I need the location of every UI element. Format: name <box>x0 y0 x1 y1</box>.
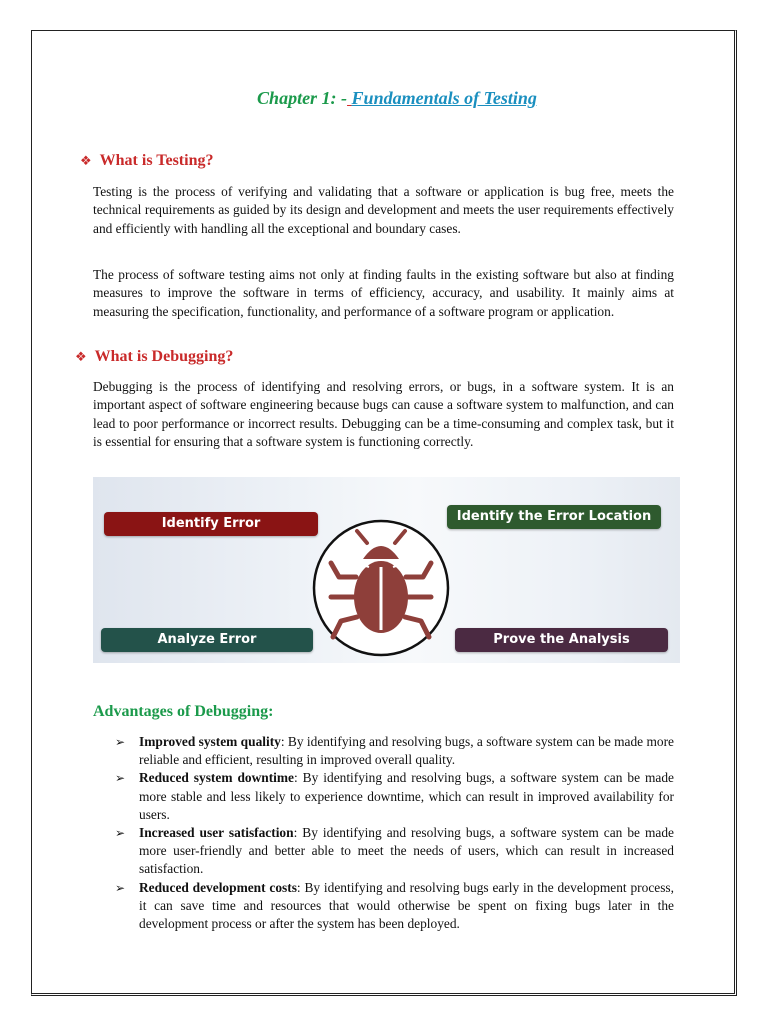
advantage-text: : By identifying and resolving bugs, a software system can be made more user-friendly and better able to meet the needs of users, which can result in increased satisfaction. <box>139 825 674 877</box>
testing-paragraph-2: The process of software testing aims not only at finding faults in the existing software but also at finding measures to improve the software in terms of efficiency, accuracy, and usability. It mainly aims at measuring the specification, functionality, and performance of a software program or application. <box>93 267 674 319</box>
debugging-process-figure <box>93 477 680 663</box>
arrow-bullet-icon: ➢ <box>115 826 126 841</box>
advantage-text: : By identifying and resolving bugs, a software system can be made more reliable and efficient, resulting in improved overall quality. <box>139 734 674 768</box>
chapter-title <box>0 88 768 109</box>
pill-analyze-error: Analyze Error <box>101 628 313 652</box>
heading-what-is-debugging <box>75 348 233 366</box>
pill-identify-error: Identify Error <box>104 512 318 536</box>
list-item <box>93 824 674 879</box>
heading-text: What is Testing? <box>99 152 214 169</box>
advantage-text: : By identifying and resolving bugs, a software system can be made more stable and less likely to experience downtime, which can result in improved availability for users. <box>139 770 675 822</box>
diamond-bullet-icon: ❖ <box>75 350 87 365</box>
advantage-term: Reduced development costs <box>139 879 297 895</box>
heading-text: What is Debugging? <box>94 348 234 365</box>
pill-identify-error-location: Identify the Error Location <box>447 505 661 529</box>
chapter-name: Fundamentals of Testing <box>351 88 537 108</box>
arrow-bullet-icon: ➢ <box>115 880 126 895</box>
list-item <box>93 769 674 824</box>
debugging-paragraph: Debugging is the process of identifying and resolving errors, or bugs, in a software system. It is an important aspect of software engineering because bugs can cause a software system to malfunction, and can lead to poor performance or incorrect results. Debugging can be a time-consuming and complex task, but it is essential for ensuring that a software system is functioning correctly. <box>93 379 674 449</box>
arrow-bullet-icon: ➢ <box>115 735 126 749</box>
diamond-bullet-icon: ❖ <box>80 154 92 169</box>
advantages-heading: Advantages of Debugging: <box>93 703 274 720</box>
pill-prove-analysis: Prove the Analysis <box>455 628 668 652</box>
advantage-term: Improved system quality <box>139 734 281 749</box>
testing-paragraph-1: Testing is the process of verifying and validating that a software or application is bug free, meets the technical requirements as guided by its design and development and meets the user requirements effectively and efficiently with handling all the exceptional and boundary cases. <box>93 184 674 236</box>
advantages-list <box>93 733 674 933</box>
bug-icon <box>311 515 451 661</box>
heading-what-is-testing <box>80 152 213 170</box>
chapter-prefix: Chapter 1: - <box>257 88 348 108</box>
advantage-text: : By identifying and resolving bugs early in the development process, it can save time and resources that would otherwise be spent on fixing bugs later in the development process or after the system has been deployed. <box>139 879 674 932</box>
list-item <box>93 879 674 934</box>
advantage-term: Increased user satisfaction <box>139 825 294 841</box>
advantage-term: Reduced system downtime <box>139 770 294 786</box>
list-item <box>93 733 674 769</box>
arrow-bullet-icon: ➢ <box>115 771 126 786</box>
